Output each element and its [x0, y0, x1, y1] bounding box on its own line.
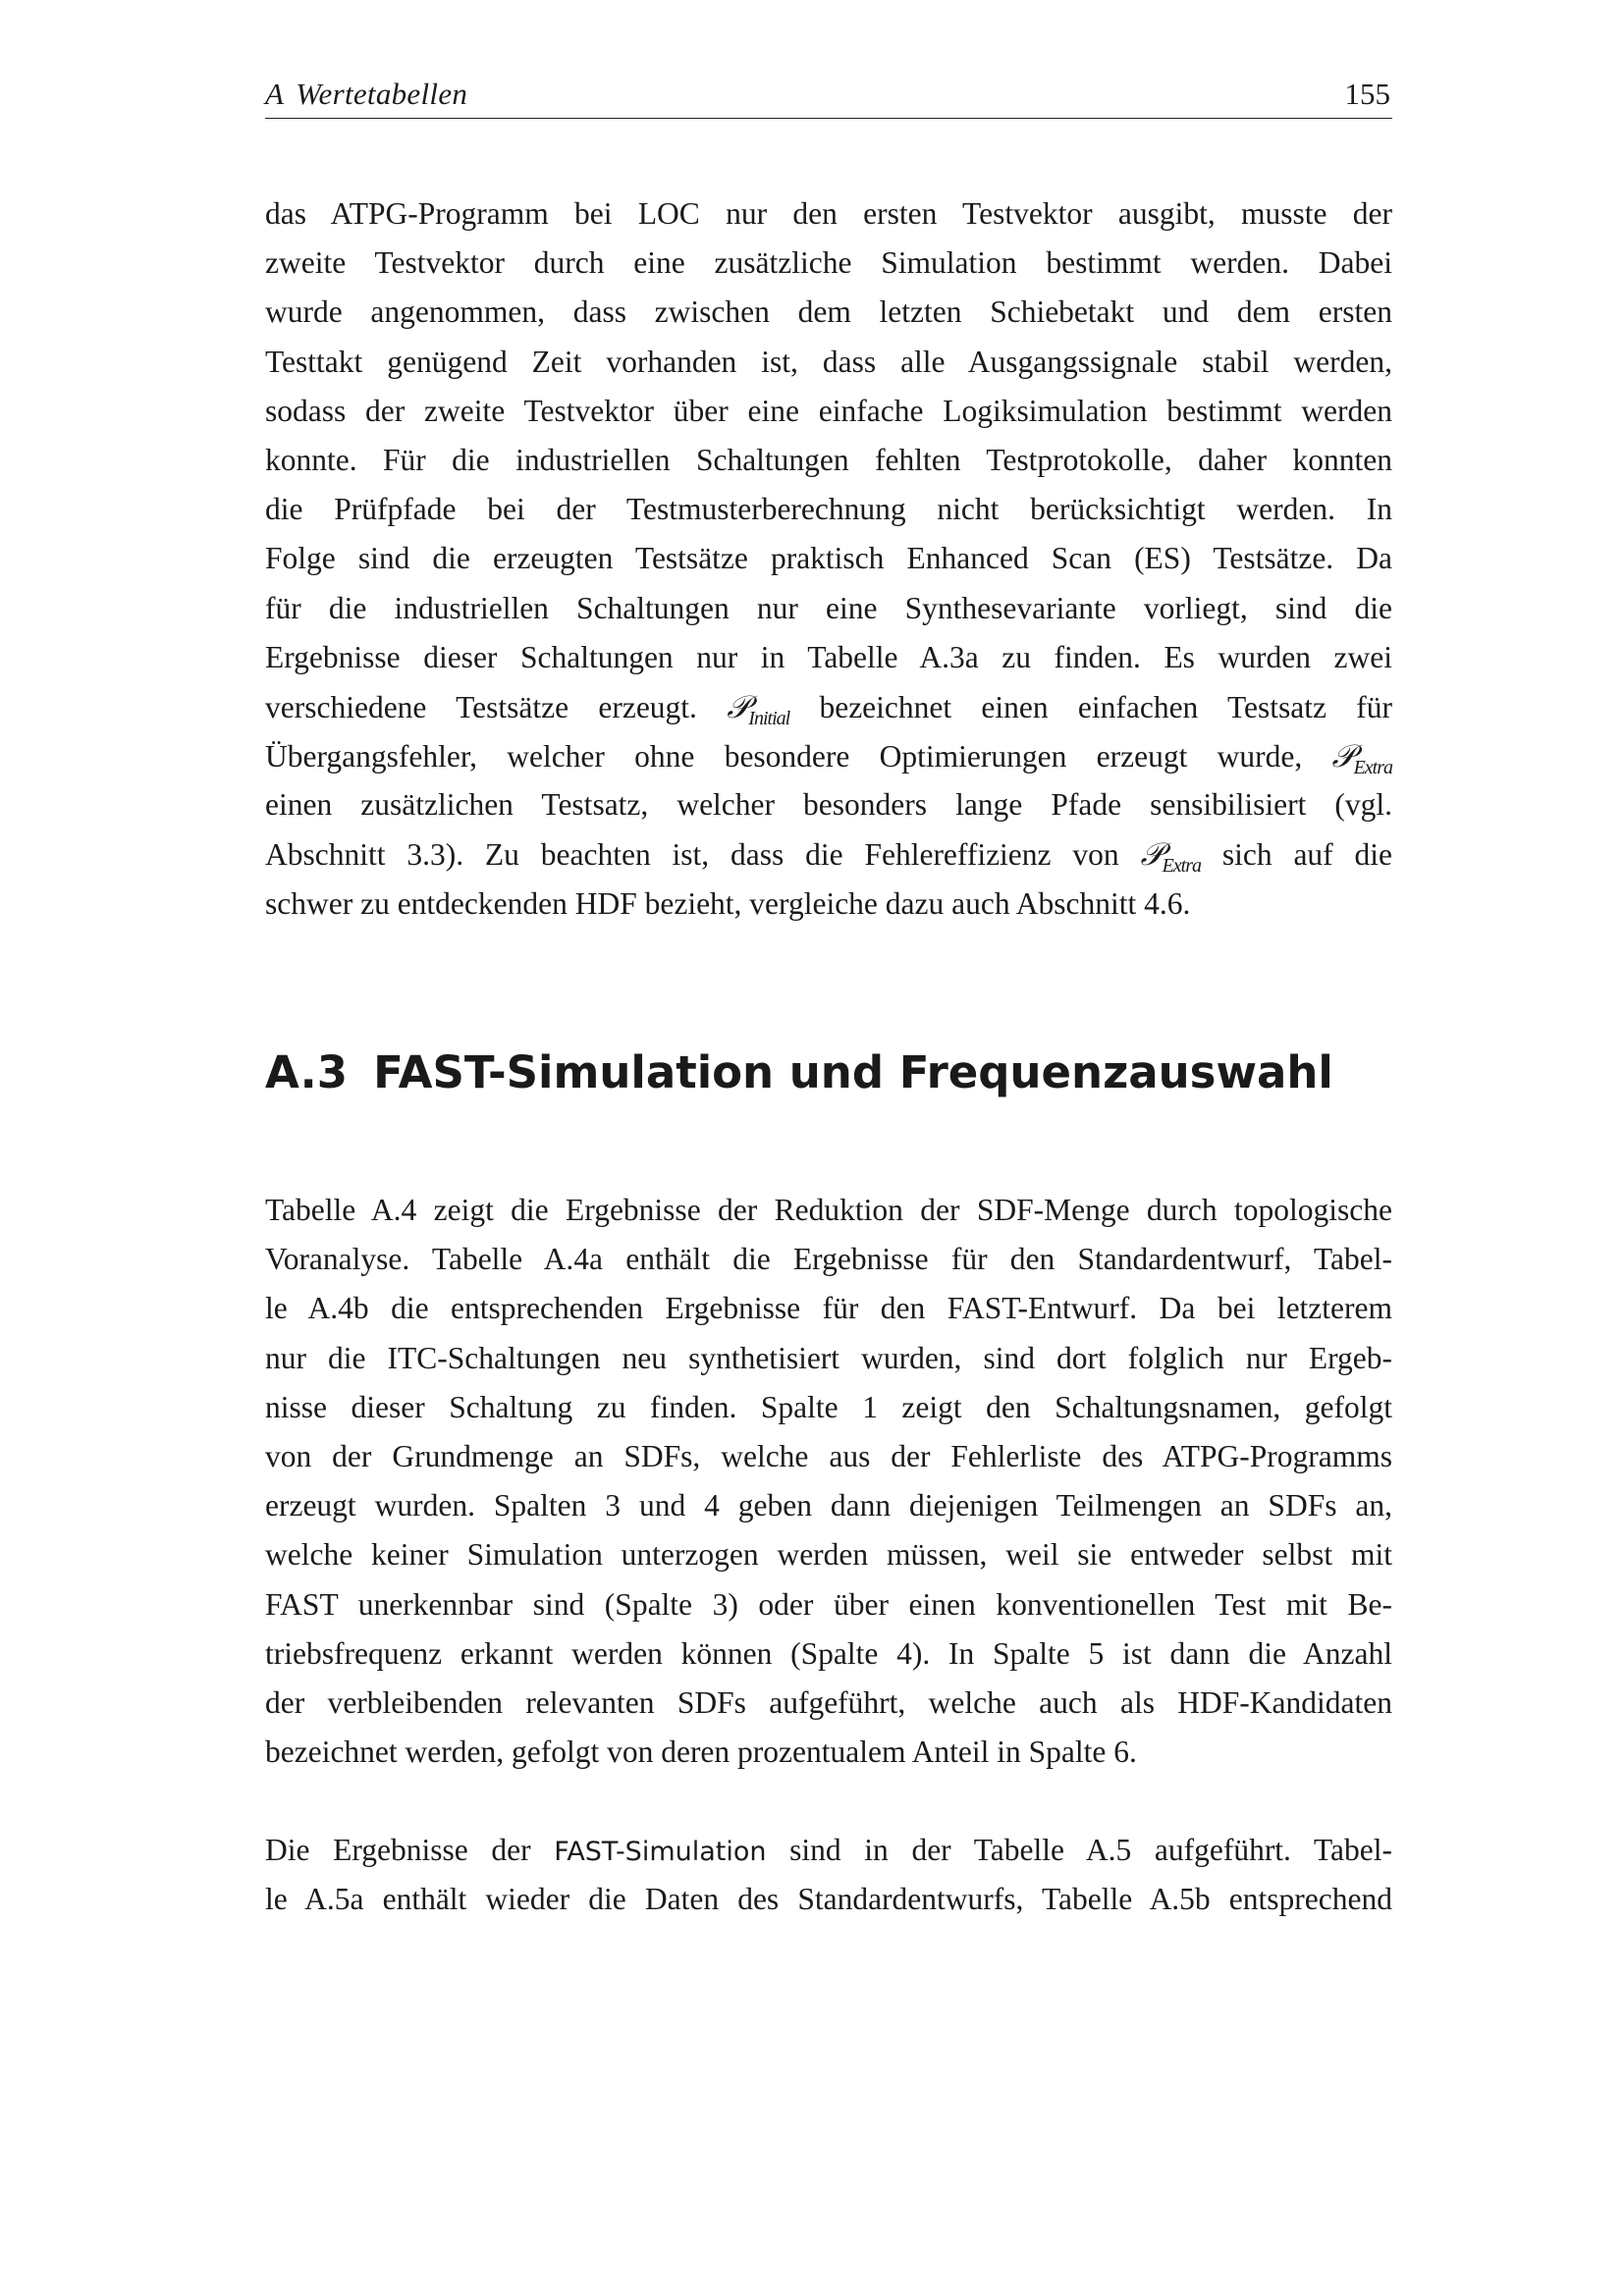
- text-fragment: Übergangsfehler, welcher ohne besondere Optimierungen erzeugt wurde,: [265, 739, 1303, 774]
- text-line: schwer zu entdeckenden HDF bezieht, vergleiche dazu auch Abschnitt 4.6.: [265, 885, 1191, 921]
- text-line: Folge sind die erzeugten Testsätze praktisch Enhanced Scan (ES) Testsätze. Da: [265, 541, 1392, 576]
- text-line: Voranalyse. Tabelle A.4a enthält die Ergebnisse für den Standardentwurf, Tabel-: [265, 1242, 1392, 1277]
- text-line: die Prüfpfade bei der Testmusterberechnung nicht berücksichtigt werden. In: [265, 492, 1392, 527]
- page-number: 155: [1344, 77, 1390, 111]
- text-line: Ergebnisse dieser Schaltungen nur in Tabelle A.3a zu finden. Es wurden zwei: [265, 639, 1392, 674]
- text-fragment: Abschnitt 3.3). Zu beachten ist, dass die Fehlereffizienz von: [265, 837, 1119, 873]
- chapter-heading: [265, 77, 467, 112]
- running-header: [265, 71, 1392, 119]
- p-extra-symbol: [1331, 737, 1392, 779]
- text-line: zweite Testvektor durch eine zusätzliche Simulation bestimmt werden. Dabei: [265, 245, 1392, 281]
- text-fragment: Die Ergebnisse der: [265, 1833, 531, 1867]
- script-p-glyph: 𝒫: [727, 687, 749, 725]
- p-initial-symbol: [727, 687, 790, 729]
- text-line: le A.4b die entsprechenden Ergebnisse für den FAST-Entwurf. Da bei letzterem: [265, 1291, 1392, 1326]
- section-number: A.3: [265, 1046, 349, 1098]
- text-line: bezeichnet werden, gefolgt von deren prozentualem Anteil in Spalte 6.: [265, 1735, 1137, 1770]
- section-heading: [265, 1039, 1392, 1107]
- p-extra-symbol: [1140, 835, 1201, 878]
- chapter-title: Wertetabellen: [296, 77, 468, 111]
- text-line: der verbleibenden relevanten SDFs aufgeführt, welche auch als HDF-Kandidaten: [265, 1684, 1392, 1720]
- fast-simulation-term: FAST-Simulation: [554, 1837, 767, 1867]
- text-line: erzeugt wurden. Spalten 3 und 4 geben dann diejenigen Teilmengen an SDFs an,: [265, 1488, 1392, 1523]
- text-fragment: verschiedene Testsätze erzeugt.: [265, 689, 697, 724]
- script-p-glyph: 𝒫: [1140, 835, 1163, 874]
- text-line: für die industriellen Schaltungen nur eine Synthesevariante vorliegt, sind die: [265, 590, 1392, 625]
- text-fragment: sind in der Tabelle A.5 aufgeführt. Tabel-: [789, 1833, 1392, 1867]
- text-line: das ATPG-Programm bei LOC nur den ersten Testvektor ausgibt, musste der: [265, 196, 1392, 231]
- section-title: FAST-Simulation und Frequenzauswahl: [373, 1046, 1333, 1098]
- script-p-glyph: 𝒫: [1331, 737, 1354, 775]
- text-line: FAST unerkennbar sind (Spalte 3) oder über einen konventionellen Test mit Be-: [265, 1586, 1392, 1622]
- text-line: von der Grundmenge an SDFs, welche aus der Fehlerliste des ATPG-Programms: [265, 1438, 1392, 1473]
- text-line: konnte. Für die industriellen Schaltungen fehlten Testprotokolle, daher konnten: [265, 442, 1392, 477]
- text-line: triebsfrequenz erkannt werden können (Spalte 4). In Spalte 5 ist dann die Anzahl: [265, 1635, 1392, 1671]
- paragraph-table-a4: [265, 1186, 1392, 1777]
- text-line: nisse dieser Schaltung zu finden. Spalte 1 zeigt den Schaltungsnamen, gefolgt: [265, 1389, 1392, 1424]
- text-line-fast-simulation: [265, 1826, 1392, 1875]
- text-fragment: sich auf die: [1221, 837, 1393, 873]
- subscript-initial: Initial: [748, 707, 790, 729]
- text-line: Testtakt genügend Zeit vorhanden ist, dass alle Ausgangssignale stabil werden,: [265, 344, 1392, 379]
- text-line-p-initial: [265, 682, 1392, 731]
- subscript-extra: Extra: [1353, 757, 1392, 779]
- paragraph-table-a5: [265, 1826, 1392, 1924]
- text-line: nur die ITC-Schaltungen neu synthetisiert wurden, sind dort folglich nur Ergeb-: [265, 1340, 1392, 1375]
- text-line: wurde angenommen, dass zwischen dem letzten Schiebetakt und dem ersten: [265, 294, 1392, 330]
- text-line: Tabelle A.4 zeigt die Ergebnisse der Reduktion der SDF-Menge durch topologische: [265, 1193, 1392, 1227]
- chapter-letter: A: [265, 77, 285, 111]
- text-line: welche keiner Simulation unterzogen werden müssen, weil sie entweder selbst mit: [265, 1537, 1392, 1573]
- text-fragment: bezeichnet einen einfachen Testsatz für: [819, 689, 1393, 724]
- paragraph-atpg: [265, 189, 1392, 929]
- text-line-p-extra: [265, 731, 1392, 780]
- text-line: le A.5a enthält wieder die Daten des Standardentwurfs, Tabelle A.5b entsprechend: [265, 1882, 1392, 1917]
- text-line: einen zusätzlichen Testsatz, welcher besonders lange Pfade sensibilisiert (vgl.: [265, 787, 1392, 823]
- subscript-extra: Extra: [1162, 855, 1201, 878]
- text-line: sodass der zweite Testvektor über eine einfache Logiksimulation bestimmt werden: [265, 393, 1392, 428]
- text-line-p-extra-2: [265, 829, 1392, 879]
